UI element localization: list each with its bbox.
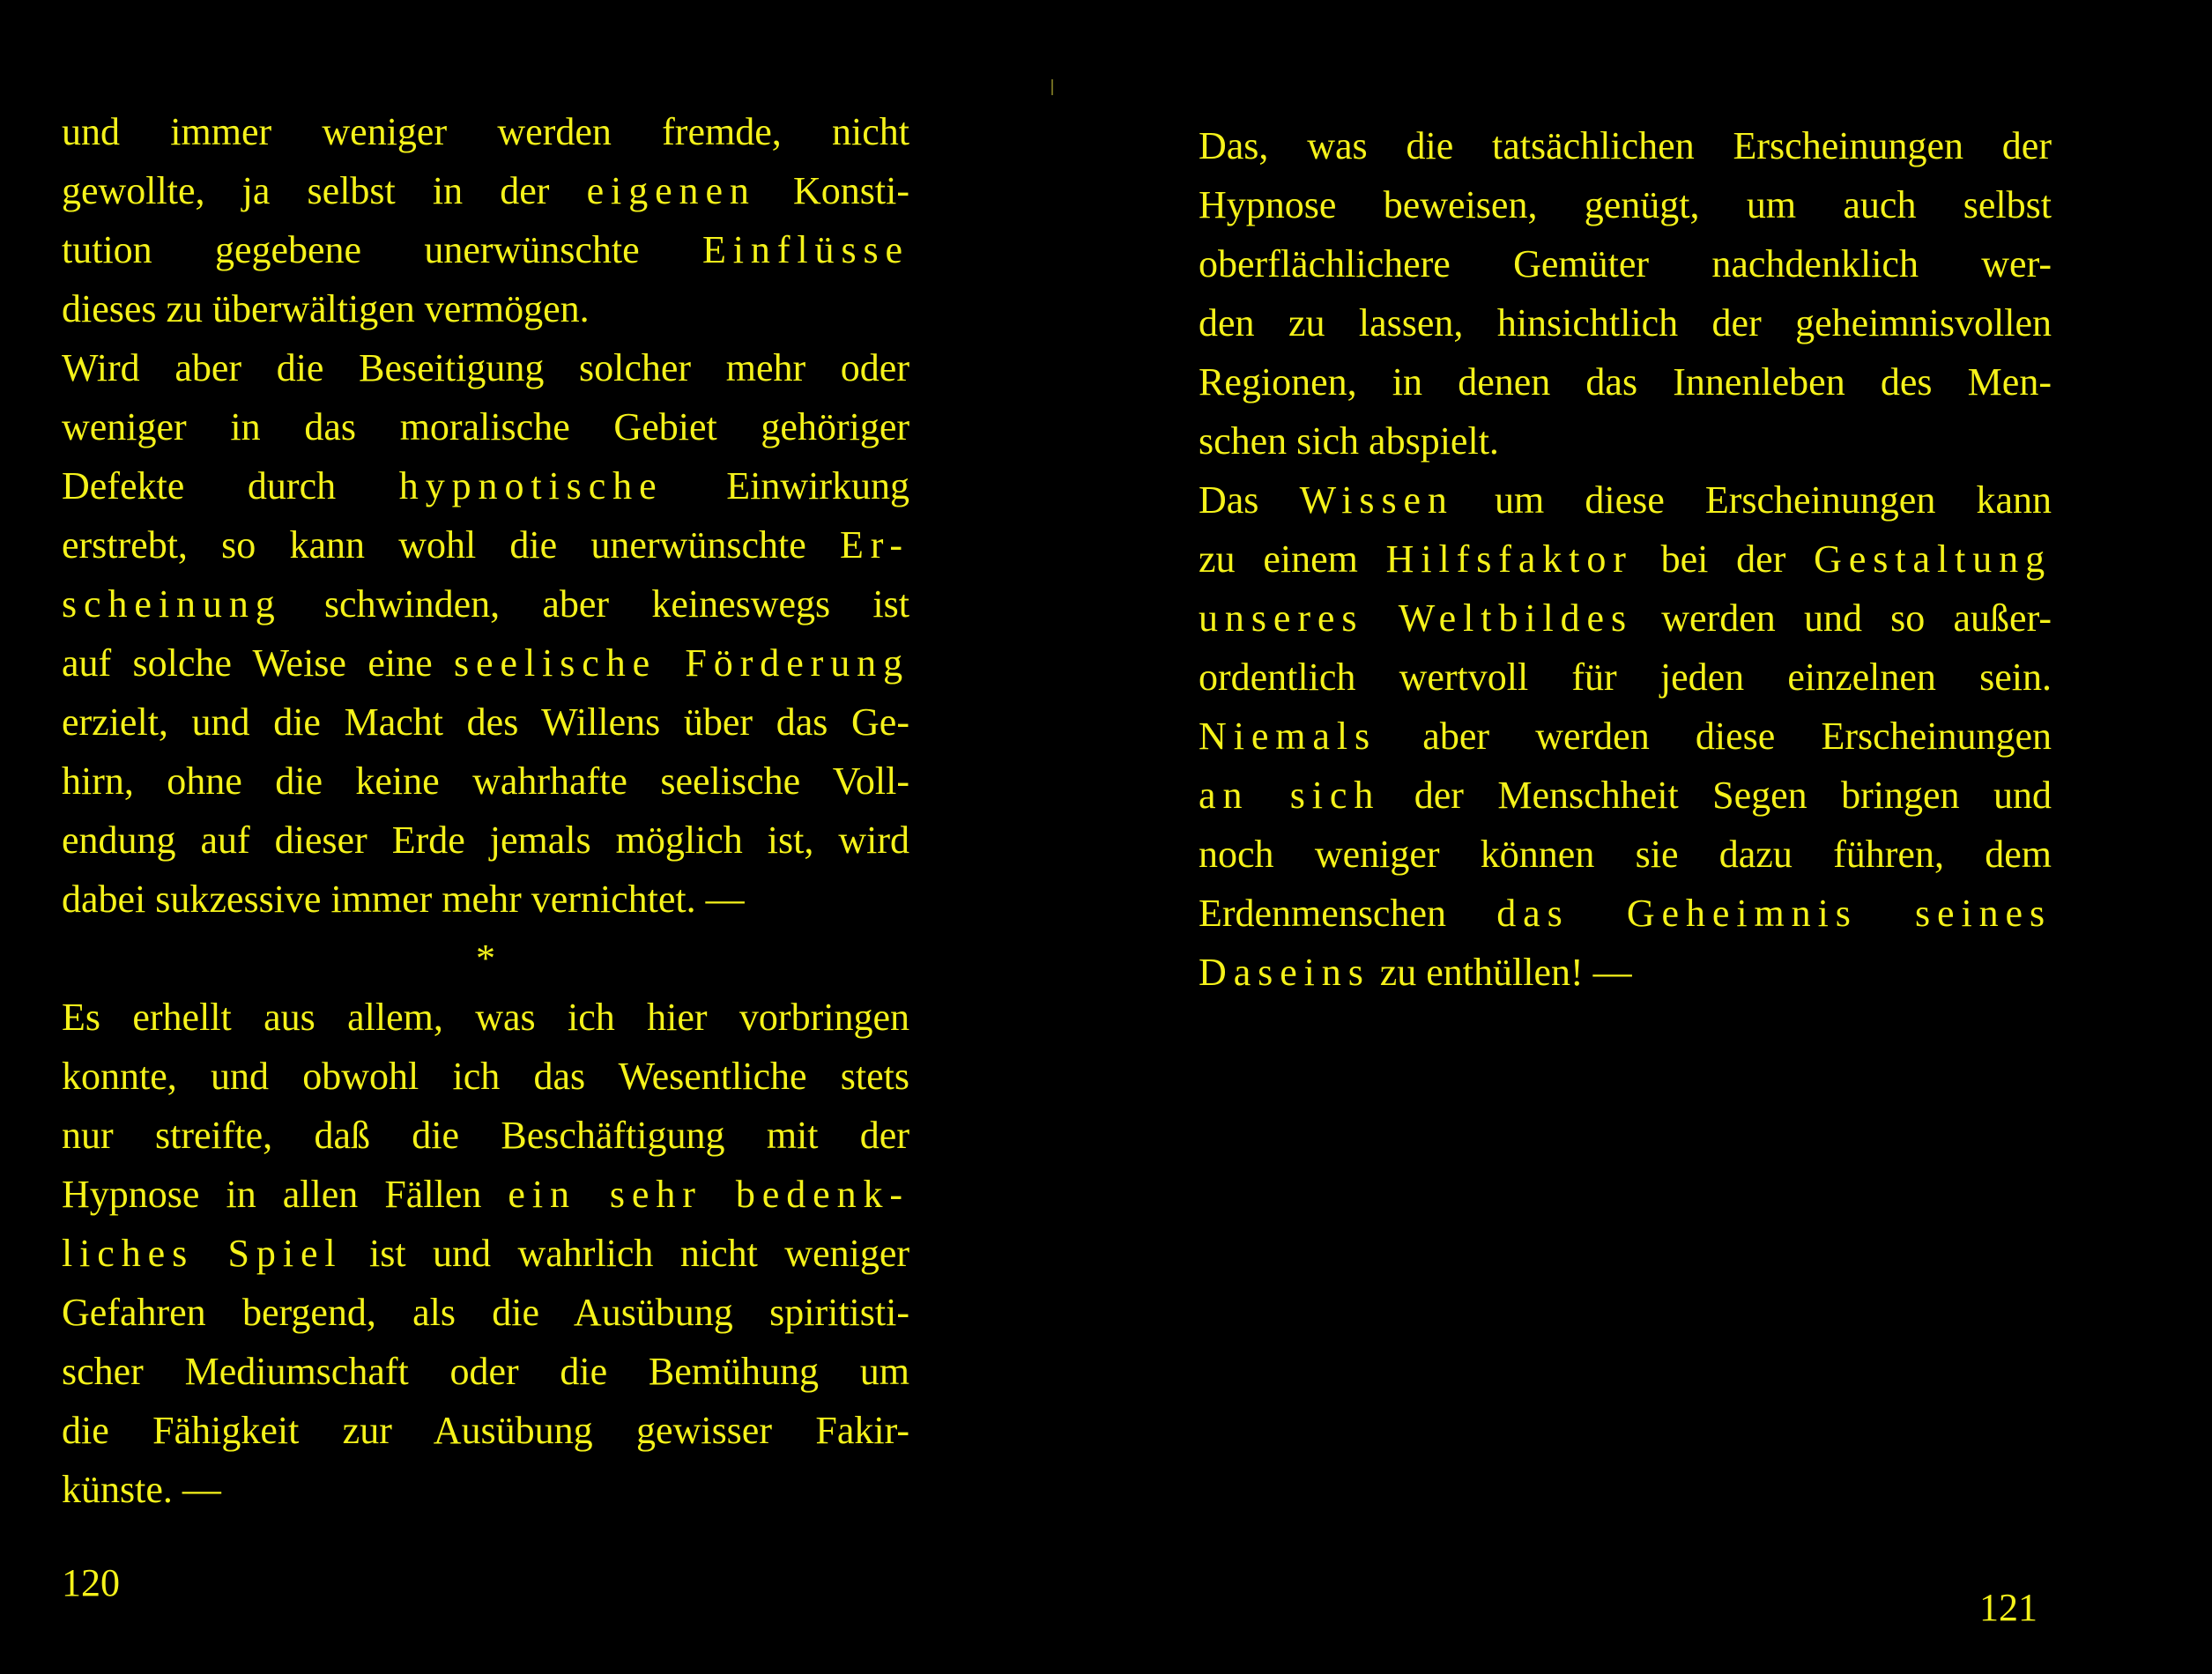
text-line bbox=[62, 1283, 909, 1342]
text-segment: den zu lassen, hinsichtlich der geheimnisvollen bbox=[1199, 301, 2052, 344]
text-line bbox=[1199, 589, 2052, 648]
text-segment: und immer weniger werden fremde, nicht bbox=[62, 110, 909, 153]
text-line bbox=[62, 456, 909, 515]
text-segment: dieses zu überwältigen vermögen. bbox=[62, 287, 590, 330]
text-segment: Wird aber die Beseitigung solcher mehr oder bbox=[62, 346, 909, 389]
text-line bbox=[1199, 648, 2052, 707]
right-page-text bbox=[1199, 116, 2052, 1002]
text-line bbox=[62, 338, 909, 397]
text-segment: schen sich abspielt. bbox=[1199, 419, 1499, 463]
text-segment: Das bbox=[1199, 478, 1300, 522]
text-segment: Regionen, in denen das Innenleben des Men- bbox=[1199, 360, 2052, 404]
text-line bbox=[62, 161, 909, 220]
text-line bbox=[62, 752, 909, 811]
text-line bbox=[62, 693, 909, 752]
text-segment: Defekte durch bbox=[62, 464, 399, 507]
text-segment: noch weniger können sie dazu führen, dem bbox=[1199, 833, 2052, 876]
text-line bbox=[1199, 707, 2052, 766]
text-segment: nur streifte, daß die Beschäftigung mit der bbox=[62, 1114, 909, 1157]
emphasized-text: Niemals bbox=[1199, 715, 1377, 758]
text-line bbox=[1199, 766, 2052, 825]
text-segment: konnte, und obwohl ich das Wesentliche stets bbox=[62, 1055, 909, 1098]
left-page-text bbox=[62, 102, 909, 1519]
text-segment: Gefahren bergend, als die Ausübung spiritisti- bbox=[62, 1291, 909, 1334]
emphasized-text: eigenen bbox=[586, 169, 756, 212]
emphasized-text: unseres Weltbildes bbox=[1199, 596, 1634, 640]
text-line bbox=[62, 1401, 909, 1460]
text-line bbox=[62, 811, 909, 870]
text-segment: ist und wahrlich nicht weniger bbox=[342, 1232, 910, 1275]
text-line bbox=[1199, 293, 2052, 352]
text-segment: zu enthüllen! — bbox=[1370, 951, 1632, 994]
page-number-left: 120 bbox=[62, 1561, 120, 1604]
emphasized-text: Er- bbox=[839, 523, 909, 567]
text-line bbox=[62, 279, 909, 338]
text-segment: tution gegebene unerwünschte bbox=[62, 228, 702, 271]
emphasized-text: Gestaltung bbox=[1814, 537, 2052, 581]
text-line bbox=[62, 1165, 909, 1224]
text-segment: Hypnose beweisen, genügt, um auch selbst bbox=[1199, 183, 2052, 226]
emphasized-text: seelische Förderung bbox=[454, 641, 909, 685]
text-line bbox=[62, 870, 909, 929]
emphasized-text: an sich bbox=[1199, 774, 1381, 817]
emphasized-text: scheinung bbox=[62, 582, 282, 626]
text-segment: hirn, ohne die keine wahrhafte seelische Voll- bbox=[62, 759, 909, 803]
emphasized-text: Wissen bbox=[1299, 478, 1454, 522]
text-line bbox=[62, 1224, 909, 1283]
emphasized-text: Einflüsse bbox=[701, 228, 909, 271]
text-line bbox=[1199, 234, 2052, 293]
text-segment: gewollte, ja selbst in der bbox=[62, 169, 587, 212]
emphasized-text: das Geheimnis seines bbox=[1496, 892, 2052, 935]
text-line bbox=[62, 929, 909, 988]
text-segment: der Menschheit Segen bringen und bbox=[1380, 774, 2052, 817]
text-line bbox=[1199, 116, 2052, 175]
text-segment: erstrebt, so kann wohl die unerwünschte bbox=[62, 523, 840, 567]
text-line bbox=[62, 988, 909, 1047]
emphasized-text: Daseins bbox=[1199, 951, 1370, 994]
text-segment: Hypnose in allen Fällen bbox=[62, 1173, 508, 1216]
text-line bbox=[62, 397, 909, 456]
emphasized-text: ein sehr bedenk- bbox=[508, 1173, 909, 1216]
text-line bbox=[1199, 943, 2052, 1002]
text-segment: zu einem bbox=[1199, 537, 1386, 581]
text-segment: künste. — bbox=[62, 1468, 221, 1511]
text-line bbox=[1199, 175, 2052, 234]
text-line bbox=[62, 574, 909, 633]
text-segment: Es erhellt aus allem, was ich hier vorbringen bbox=[62, 996, 909, 1039]
emphasized-text: hypnotische bbox=[398, 464, 664, 507]
text-segment: schwinden, aber keineswegs ist bbox=[281, 582, 909, 626]
text-segment: weniger in das moralische Gebiet gehöriger bbox=[62, 405, 909, 448]
text-line bbox=[1199, 470, 2052, 530]
text-segment: erzielt, und die Macht des Willens über das Ge- bbox=[62, 700, 909, 744]
text-segment: Das, was die tatsächlichen Erscheinungen der bbox=[1199, 124, 2052, 167]
text-line bbox=[62, 1106, 909, 1165]
emphasized-text: Hilfsfaktor bbox=[1385, 537, 1633, 581]
text-segment: scher Mediumschaft oder die Bemühung um bbox=[62, 1350, 909, 1393]
text-line bbox=[62, 102, 909, 161]
text-line bbox=[62, 220, 909, 279]
gutter-mark bbox=[1051, 79, 1053, 95]
left-page bbox=[62, 0, 909, 1674]
text-segment: um diese Erscheinungen kann bbox=[1453, 478, 2052, 522]
text-segment: dabei sukzessive immer mehr vernichtet. — bbox=[62, 878, 745, 921]
text-line bbox=[1199, 825, 2052, 884]
text-line bbox=[62, 633, 909, 693]
text-line bbox=[1199, 411, 2052, 470]
text-line bbox=[1199, 352, 2052, 411]
text-line bbox=[62, 1342, 909, 1401]
text-line bbox=[62, 1047, 909, 1106]
text-segment: oberflächlichere Gemüter nachdenklich wer- bbox=[1199, 242, 2052, 285]
text-segment: Erdenmenschen bbox=[1199, 892, 1497, 935]
text-segment: endung auf dieser Erde jemals möglich ist, wird bbox=[62, 818, 909, 862]
text-segment: werden und so außer- bbox=[1633, 596, 2052, 640]
text-segment: * bbox=[476, 937, 495, 980]
text-segment: die Fähigkeit zur Ausübung gewisser Fakir- bbox=[62, 1409, 909, 1452]
text-segment: bei der bbox=[1632, 537, 1815, 581]
text-line bbox=[62, 515, 909, 574]
page-number-right: 121 bbox=[1979, 1586, 2038, 1629]
text-segment: ordentlich wertvoll für jeden einzelnen sein. bbox=[1199, 656, 2052, 699]
text-segment: aber werden diese Erscheinungen bbox=[1377, 715, 2052, 758]
right-page bbox=[1199, 0, 2052, 1674]
text-line bbox=[1199, 884, 2052, 943]
text-line bbox=[62, 1460, 909, 1519]
text-segment: Einwirkung bbox=[663, 464, 909, 507]
emphasized-text: liches Spiel bbox=[62, 1232, 343, 1275]
text-segment: auf solche Weise eine bbox=[62, 641, 455, 685]
text-line bbox=[1199, 530, 2052, 589]
text-segment: Konsti- bbox=[755, 169, 909, 212]
